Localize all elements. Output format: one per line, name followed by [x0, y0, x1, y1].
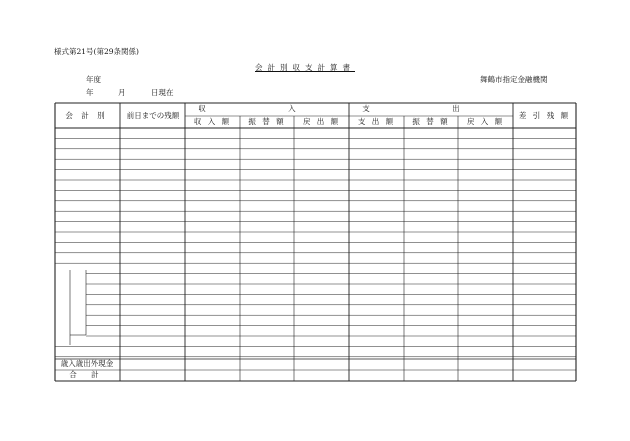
header-income-refund: 戻 出 額: [302, 117, 341, 126]
row-label-total: 合 計: [69, 370, 105, 379]
header-expense-return: 戻 入 額: [466, 117, 505, 126]
row-label-cash-outside: 歳入歳出外現金: [60, 359, 114, 368]
page-title: 会計別収支計算書: [255, 63, 355, 72]
date-day-label: 日現在: [151, 88, 174, 97]
date-year-label: 年: [86, 88, 94, 97]
header-expense-group: 支 出: [362, 104, 500, 113]
header-income-amount: 収 入 額: [193, 117, 232, 126]
form-number: 様式第21号(第29条関係): [54, 47, 139, 56]
header-income-transfer: 振 替 額: [248, 117, 286, 126]
header-prev-balance: 前日までの残額: [126, 111, 180, 120]
header-difference: 差 引 残 額: [518, 111, 571, 120]
header-expense-amount: 支 出 額: [357, 117, 396, 126]
header-account: 会 計 別: [65, 111, 108, 120]
institution-name: 舞鶴市指定金融機関: [480, 75, 548, 84]
date-month-label: 月: [118, 88, 126, 97]
fiscal-year-label: 年度: [86, 75, 101, 84]
header-expense-transfer: 振 替 額: [412, 117, 450, 126]
header-income-group: 収 入: [198, 104, 336, 113]
